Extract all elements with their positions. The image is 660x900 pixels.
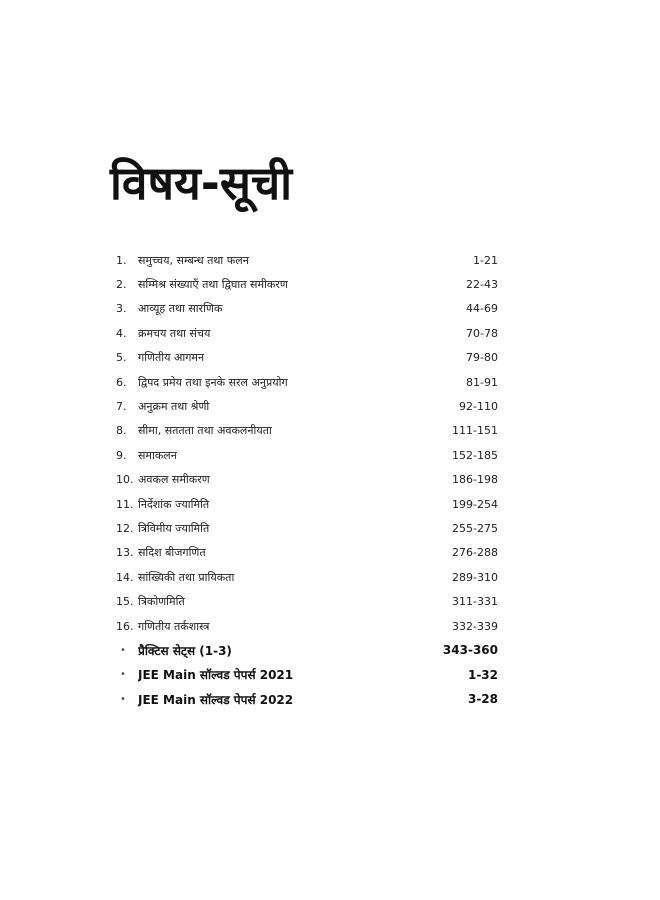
bullet-icon: •	[120, 669, 126, 681]
chapter-pages: 81-91	[466, 375, 498, 389]
chapter-title: गणितीय तर्कशास्त्र	[138, 619, 210, 633]
toc-row-chapter-5	[116, 346, 498, 370]
chapter-number: 6.	[116, 375, 127, 389]
chapter-pages: 111-151	[452, 424, 498, 438]
chapter-pages: 311-331	[452, 595, 498, 609]
toc-row-practice-sets	[116, 638, 498, 662]
chapter-title: सम्मिश्र संख्याएँ तथा द्विघात समीकरण	[138, 278, 288, 292]
chapter-title: सीमा, सततता तथा अवकलनीयता	[138, 424, 272, 438]
toc-row-chapter-2	[116, 272, 498, 296]
chapter-title: अवकल समीकरण	[138, 473, 210, 487]
extra-title: JEE Main सॉल्वड पेपर्स 2022	[138, 692, 294, 707]
extra-pages: 1-32	[467, 667, 498, 682]
chapter-pages: 22-43	[466, 278, 498, 292]
chapter-pages: 199-254	[452, 497, 498, 511]
chapter-title: अनुक्रम तथा श्रेणी	[138, 400, 210, 414]
toc-row-chapter-16	[116, 614, 498, 638]
chapter-number: 7.	[116, 400, 127, 414]
toc-row-chapter-10	[116, 468, 498, 492]
chapter-number: 9.	[116, 448, 127, 462]
bullet-icon: •	[120, 644, 126, 656]
chapter-pages: 79-80	[466, 351, 498, 365]
chapter-pages: 70-78	[466, 326, 498, 340]
toc-row-chapter-14	[116, 565, 498, 589]
chapter-title: आव्यूह तथा सारणिक	[138, 302, 223, 316]
bullet-icon: •	[120, 693, 126, 705]
chapter-pages: 276-288	[452, 546, 498, 560]
table-of-contents	[116, 248, 498, 711]
toc-row-chapter-15	[116, 589, 498, 613]
toc-row-chapter-8	[116, 419, 498, 443]
extra-pages: 3-28	[467, 692, 498, 707]
chapter-title: द्विपद प्रमेय तथा इनके सरल अनुप्रयोग	[138, 375, 288, 389]
toc-row-chapter-11	[116, 492, 498, 516]
toc-row-chapter-1	[116, 248, 498, 272]
chapter-number: 11.	[116, 497, 134, 511]
chapter-title: क्रमचय तथा संचय	[138, 326, 211, 340]
toc-row-chapter-3	[116, 297, 498, 321]
chapter-pages: 332-339	[452, 619, 498, 633]
toc-row-solved-papers-2021	[116, 663, 498, 687]
chapter-title: निर्देशांक ज्यामिति	[138, 497, 210, 511]
chapter-title: त्रिविमीय ज्यामिति	[138, 521, 210, 535]
chapter-title: समाकलन	[138, 448, 177, 462]
toc-row-chapter-7	[116, 394, 498, 418]
toc-row-chapter-4	[116, 321, 498, 345]
extra-title: प्रैक्टिस सेट्स (1-3)	[138, 643, 232, 658]
extra-title: JEE Main सॉल्वड पेपर्स 2021	[138, 668, 294, 683]
chapter-pages: 44-69	[466, 302, 498, 316]
chapter-number: 2.	[116, 278, 127, 292]
chapter-number: 8.	[116, 424, 127, 438]
chapter-number: 15.	[116, 595, 134, 609]
toc-row-chapter-12	[116, 516, 498, 540]
chapter-title: गणितीय आगमन	[138, 351, 205, 365]
chapter-number: 12.	[116, 521, 134, 535]
toc-row-solved-papers-2022	[116, 687, 498, 711]
chapter-number: 4.	[116, 326, 127, 340]
toc-row-chapter-13	[116, 541, 498, 565]
chapter-title: सदिश बीजगणित	[138, 546, 206, 560]
chapter-number: 10.	[116, 473, 134, 487]
chapter-pages: 186-198	[452, 473, 498, 487]
chapter-title: सांख्यिकी तथा प्रायिकता	[138, 570, 235, 584]
chapter-pages: 152-185	[452, 448, 498, 462]
chapter-number: 14.	[116, 570, 134, 584]
chapter-number: 1.	[116, 253, 127, 267]
extra-pages: 343-360	[442, 643, 498, 658]
toc-row-chapter-9	[116, 443, 498, 467]
chapter-pages: 1-21	[473, 253, 498, 267]
chapter-number: 5.	[116, 351, 127, 365]
chapter-number: 3.	[116, 302, 127, 316]
chapter-pages: 255-275	[452, 521, 498, 535]
chapter-pages: 289-310	[452, 570, 498, 584]
chapter-number: 16.	[116, 619, 134, 633]
chapter-title: समुच्चय, सम्बन्ध तथा फलन	[138, 253, 249, 267]
chapter-pages: 92-110	[459, 400, 498, 414]
page-title: विषय-सूची	[110, 156, 293, 210]
toc-row-chapter-6	[116, 370, 498, 394]
chapter-number: 13.	[116, 546, 134, 560]
chapter-title: त्रिकोणमिति	[138, 595, 185, 609]
